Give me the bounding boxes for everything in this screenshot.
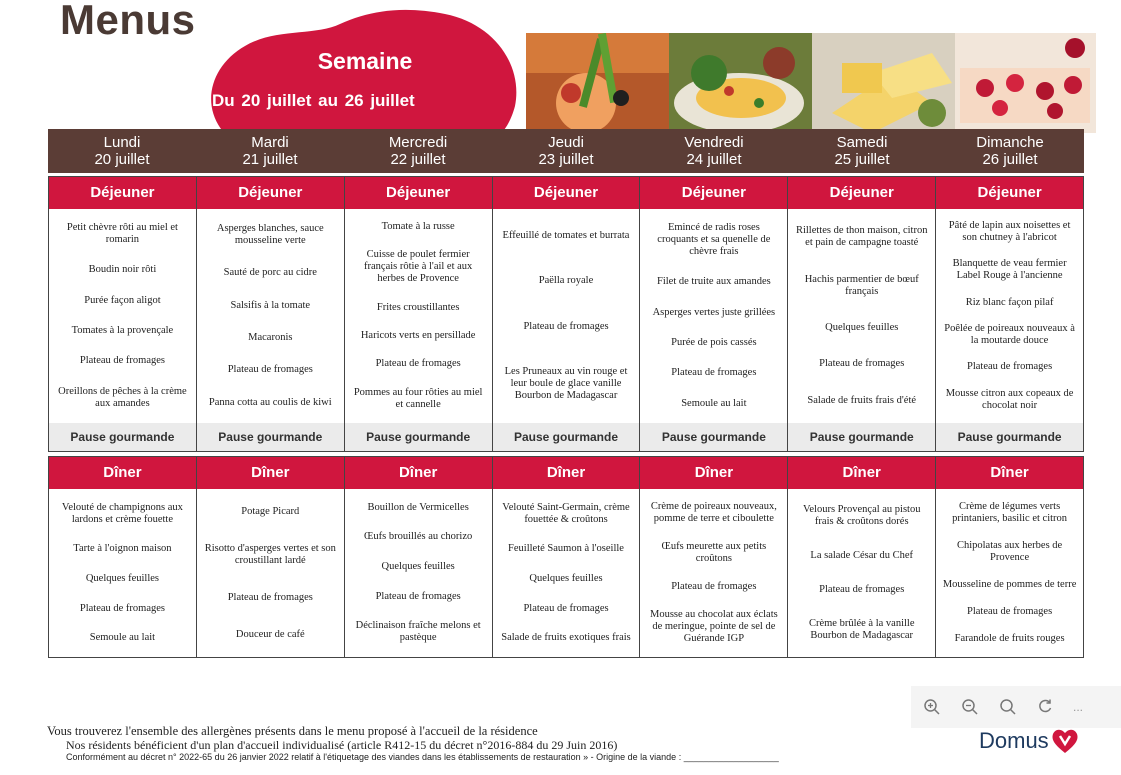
lunch-label: Déjeuner: [345, 177, 492, 209]
pause-gourmande-label: Pause gourmande: [936, 423, 1083, 451]
dish-list: [345, 209, 492, 423]
day-name: Lundi: [103, 134, 141, 151]
dish-item: Blanquette de veau fermier Label Rouge à l'ancienne: [952, 258, 1067, 282]
pause-gourmande-label: Pause gourmande: [788, 423, 935, 451]
dish-item: Panna cotta au coulis de kiwi: [208, 396, 332, 408]
day-name: Dimanche: [976, 134, 1044, 151]
dish-list: [49, 489, 196, 657]
day-name: Jeudi: [548, 134, 584, 151]
dish-list: [936, 209, 1083, 423]
day-header: [492, 129, 640, 173]
dish-item: Filet de truite aux amandes: [657, 276, 771, 288]
search-icon[interactable]: [993, 692, 1023, 722]
dish-item: Plateau de fromages: [79, 355, 165, 367]
dish-item: Plateau de fromages: [967, 606, 1053, 618]
day-header: [196, 129, 344, 173]
zoom-in-icon[interactable]: [917, 692, 947, 722]
dish-item: Asperges blanches, sauce mousseline verte: [216, 223, 324, 247]
week-range: Du 20 juillet au 26 juillet: [212, 91, 415, 110]
more-options-icon[interactable]: ...: [1073, 700, 1084, 714]
dish-item: Plateau de fromages: [671, 367, 757, 379]
dish-item: Douceur de café: [235, 628, 305, 640]
pause-gourmande-label: Pause gourmande: [197, 423, 344, 451]
dish-item: Feuilleté Saumon à l'oseille: [508, 543, 624, 555]
care-plan-note: Nos résidents bénéficient d'un plan d'accueil individualisé (article R412-15 du décret n°2016-884 du 29 Juin 2016): [66, 738, 618, 752]
dish-list: [49, 209, 196, 423]
dinner-grid: [48, 456, 1084, 658]
dish-item: Déclinaison fraîche melons et pastèque: [355, 620, 481, 644]
dish-item: Quelques feuilles: [381, 560, 455, 572]
dinner-label: Dîner: [788, 457, 935, 489]
lunch-grid: [48, 176, 1084, 452]
domus-logo: [979, 726, 1080, 756]
lunch-label: Déjeuner: [788, 177, 935, 209]
dish-item: Riz blanc façon pilaf: [965, 296, 1054, 308]
dish-list: [197, 209, 344, 423]
dish-item: Risotto d'asperges vertes et son croustillant lardé: [204, 542, 336, 566]
pause-gourmande-label: Pause gourmande: [640, 423, 787, 451]
dinner-column: [197, 456, 345, 658]
dish-list: [788, 209, 935, 423]
lunch-column: [936, 176, 1084, 452]
dinner-label: Dîner: [936, 457, 1083, 489]
dish-item: Tomates à la provençale: [71, 325, 174, 337]
dish-item: Plateau de fromages: [819, 584, 905, 595]
dish-item: Hachis parmentier de bœuf français: [804, 273, 919, 297]
dinner-label: Dîner: [197, 457, 344, 489]
dish-list: [640, 489, 787, 657]
dish-item: Plateau de fromages: [967, 361, 1053, 373]
dish-item: Plateau de fromages: [227, 591, 313, 603]
dish-item: Plateau de fromages: [227, 364, 313, 376]
day-header: [344, 129, 492, 173]
dish-item: Tarte à l'oignon maison: [73, 543, 172, 555]
dinner-column: [345, 456, 493, 658]
dish-item: Velours Provençal au pistou frais & croûtons dorés: [802, 504, 921, 527]
dish-item: Plateau de fromages: [375, 358, 461, 370]
day-name: Mercredi: [388, 134, 448, 151]
dish-item: Plateau de fromages: [523, 602, 609, 614]
dish-item: Asperges vertes juste grillées: [652, 306, 776, 318]
dinner-label: Dîner: [493, 457, 640, 489]
day-name: Vendredi: [684, 134, 744, 151]
week-title: Semaine: [317, 48, 413, 74]
dish-item: Paëlla royale: [538, 275, 594, 287]
dish-item: Petit chèvre rôti au miel et romarin: [66, 222, 178, 246]
dish-list: [345, 489, 492, 657]
dish-item: Macaronis: [248, 332, 293, 344]
dinner-label: Dîner: [345, 457, 492, 489]
lunch-column: [493, 176, 641, 452]
lunch-label: Déjeuner: [493, 177, 640, 209]
heart-logo-icon: [1050, 726, 1080, 756]
day-header: [48, 129, 196, 173]
dish-item: Cuisse de poulet fermier français rôtie à l'ail et aux herbes de Provence: [364, 249, 473, 285]
dish-list: [197, 489, 344, 657]
dish-item: Crème brûlée à la vanille Bourbon de Madagascar: [808, 618, 915, 641]
dish-list: [936, 489, 1083, 657]
dish-item: Boudin noir rôti: [88, 264, 157, 276]
dish-item: Crème de poireaux nouveaux, pomme de terre et ciboulette: [650, 501, 777, 524]
dish-item: Quelques feuilles: [85, 572, 160, 584]
dish-item: Mousse citron aux copeaux de chocolat noir: [945, 387, 1074, 411]
lunch-column: [788, 176, 936, 452]
day-date: 21 juillet: [242, 151, 298, 168]
dish-item: Rillettes de thon maison, citron et pain de campagne toasté: [795, 225, 928, 249]
day-header: [640, 129, 788, 173]
dish-item: Œufs brouillés au chorizo: [364, 531, 473, 543]
dish-item: Les Pruneaux au vin rouge et leur boule de glace vanille Bourbon de Madagascar: [504, 366, 628, 402]
dish-item: Sauté de porc au cidre: [223, 267, 317, 279]
allergen-note: Vous trouverez l'ensemble des allergènes présents dans le menu proposé à l'accueil de la résidence: [47, 724, 538, 738]
lunch-label: Déjeuner: [49, 177, 196, 209]
lunch-label: Déjeuner: [640, 177, 787, 209]
dish-item: Mousse au chocolat aux éclats de meringue, pointe de sel de Guérande IGP: [650, 609, 778, 644]
lunch-column: [345, 176, 493, 452]
dish-item: Plateau de fromages: [819, 358, 905, 370]
day-name: Samedi: [836, 134, 888, 151]
dish-item: Plateau de fromages: [79, 602, 165, 614]
dish-list: [640, 209, 787, 423]
dinner-column: [640, 456, 788, 658]
dish-item: Œufs meurette aux petits croûtons: [661, 541, 767, 564]
day-header: [788, 129, 936, 173]
dish-item: Plateau de fromages: [375, 590, 461, 602]
dish-item: Chipolatas aux herbes de Provence: [956, 539, 1063, 563]
dish-item: Salade de fruits exotiques frais: [501, 632, 631, 644]
day-date: 25 juillet: [834, 151, 890, 168]
dinner-column: [936, 456, 1084, 658]
zoom-out-icon[interactable]: [955, 692, 985, 722]
dish-item: Frites croustillantes: [376, 301, 460, 313]
day-header-bar: [48, 129, 1084, 173]
dinner-column: [48, 456, 197, 658]
pasta-salad-image: [669, 33, 812, 133]
dish-item: Crème de légumes verts printaniers, basilic et citron: [952, 500, 1068, 524]
dish-item: Quelques feuilles: [825, 321, 899, 333]
dish-item: Plateau de fromages: [671, 581, 757, 592]
pause-gourmande-label: Pause gourmande: [49, 423, 196, 451]
zoom-toolbar: [911, 686, 1121, 728]
pause-gourmande-label: Pause gourmande: [493, 423, 640, 451]
dish-item: Haricots verts en persillade: [360, 330, 476, 342]
lunch-label: Déjeuner: [197, 177, 344, 209]
cherry-tart-image: [955, 33, 1096, 133]
day-date: 24 juillet: [686, 151, 742, 168]
dish-item: Poêlée de poireaux nouveaux à la moutarde douce: [944, 323, 1075, 347]
meat-origin-note: Conformément au décret n° 2022-65 du 26 janvier 2022 relatif à l'étiquetage des viandes dans les établissements de restauration » - Origine de la viande : ___________________: [66, 752, 779, 762]
dish-item: Pommes au four rôties au miel et cannelle: [353, 386, 483, 410]
dish-item: Tomate à la russe: [381, 221, 455, 233]
dinner-column: [493, 456, 641, 658]
dinner-column: [788, 456, 936, 658]
dinner-label: Dîner: [640, 457, 787, 489]
dish-item: Plateau de fromages: [523, 320, 609, 332]
dish-item: Velouté Saint-Germain, crème fouettée & croûtons: [502, 501, 630, 525]
dish-item: Bouillon de Vermicelles: [367, 501, 469, 513]
day-date: 26 juillet: [982, 151, 1038, 168]
reset-icon[interactable]: [1031, 692, 1061, 722]
dish-item: Quelques feuilles: [529, 572, 603, 584]
dish-list: [788, 489, 935, 657]
day-header: [936, 129, 1084, 173]
day-name: Mardi: [251, 134, 289, 151]
dish-item: La salade César du Chef: [810, 550, 914, 561]
verrine-image: [526, 33, 669, 133]
dish-item: Oreillons de pêches à la crème aux amandes: [58, 385, 187, 409]
lunch-label: Déjeuner: [936, 177, 1083, 209]
dish-item: Salade de fruits frais d'été: [807, 394, 917, 406]
dish-list: [493, 489, 640, 657]
dish-item: Salsifis à la tomate: [230, 299, 311, 311]
dish-item: Potage Picard: [241, 505, 300, 517]
menu-title: Menus: [60, 0, 196, 43]
dish-item: Emincé de radis roses croquants et sa quenelle de chèvre frais: [657, 222, 771, 258]
cheese-image: [812, 33, 955, 133]
dish-list: [493, 209, 640, 423]
day-date: 20 juillet: [94, 151, 150, 168]
dish-item: Farandole de fruits rouges: [954, 633, 1065, 645]
dish-item: Effeuillé de tomates et burrata: [502, 229, 630, 241]
dinner-label: Dîner: [49, 457, 196, 489]
dish-item: Purée façon aligot: [84, 294, 161, 306]
dish-item: Mousseline de pommes de terre: [942, 578, 1077, 590]
dish-item: Semoule au lait: [89, 632, 156, 644]
dish-item: Velouté de champignons aux lardons et crème fouette: [61, 501, 183, 525]
logo-text: Domus: [979, 728, 1049, 753]
day-date: 23 juillet: [538, 151, 594, 168]
lunch-column: [640, 176, 788, 452]
dish-item: Semoule au lait: [681, 397, 747, 409]
dish-item: Pâté de lapin aux noisettes et son chutney à l'abricot: [948, 220, 1071, 244]
lunch-column: [197, 176, 345, 452]
pause-gourmande-label: Pause gourmande: [345, 423, 492, 451]
day-date: 22 juillet: [390, 151, 446, 168]
dish-item: Purée de pois cassés: [671, 337, 757, 349]
lunch-column: [48, 176, 197, 452]
